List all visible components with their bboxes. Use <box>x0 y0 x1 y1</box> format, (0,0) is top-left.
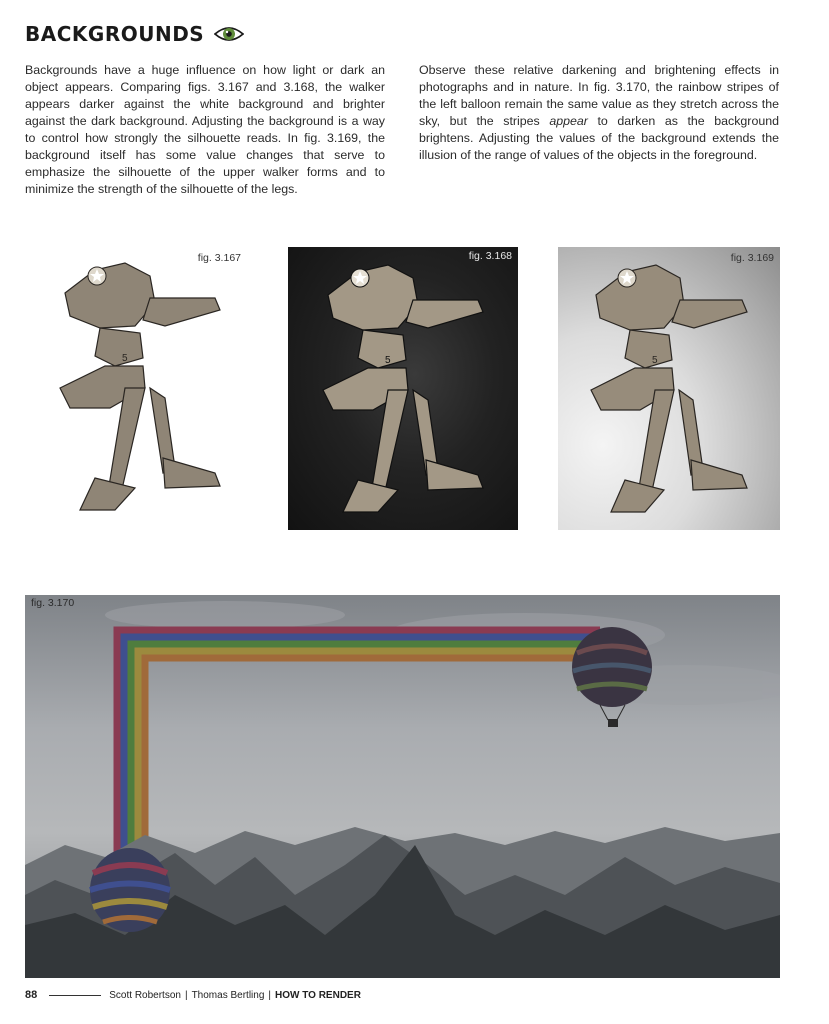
left-balloon <box>90 848 170 932</box>
body-column-right <box>419 62 779 164</box>
figure-3-169 <box>558 247 780 530</box>
figure-caption: fig. 3.170 <box>31 597 75 609</box>
emphasis-appear: appear <box>549 114 588 128</box>
walker-badge-number: 5 <box>122 353 128 364</box>
footer-book-title: HOW TO RENDER <box>275 989 361 1001</box>
footer-author-2: Thomas Bertling <box>191 989 265 1001</box>
balloon-landscape-photo <box>25 595 780 978</box>
walker-illustration <box>288 247 518 530</box>
figure-3-168 <box>288 247 518 530</box>
figure-3-170 <box>25 595 780 978</box>
figure-caption: fig. 3.167 <box>197 252 241 264</box>
paragraph-left: Backgrounds have a huge influence on how light or dark an object appears. Comparing figs. 3.167 and 3.168, the walker appears darker against the white background and brighter against the dark background. Adjusting the background is a way to control how strongly the silhouette reads. In fig. 3.169, the background itself has some value changes that serve to emphasize the silhouette of the upper walker forms and to minimize the strength of the silhouette of the legs. <box>25 63 385 196</box>
eye-icon <box>214 24 244 44</box>
body-column-left <box>25 62 385 198</box>
section-title: BACKGROUNDS <box>25 22 205 46</box>
page-number: 88 <box>25 989 38 1001</box>
paragraph-right <box>419 62 779 164</box>
walker-badge-number: 5 <box>652 355 658 366</box>
paragraph-right-part2: to darken as the background brightens. Adjusting the values of the background extends the illusion of the range of values of the objects in the foreground. <box>419 114 780 162</box>
paragraph-right-part1: Observe these relative darkening and brightening effects in photographs and in nature. In fig. 3.170, the rainbow stripes of the left balloon remain the same value as they stretch across the sky, but the stripes <box>419 63 779 128</box>
footer-separator: | <box>268 989 271 1001</box>
walker-illustration <box>558 247 780 530</box>
footer-separator: | <box>184 989 188 1001</box>
page-footer <box>25 989 361 1001</box>
walker-badge-number: 5 <box>385 355 391 366</box>
figure-3-167 <box>25 248 255 530</box>
footer-author-1: Scott Robertson <box>109 989 181 1001</box>
section-heading <box>25 22 244 46</box>
footer-rule <box>49 995 101 996</box>
figure-caption: fig. 3.169 <box>730 252 774 264</box>
walker-illustration <box>25 248 255 530</box>
figure-caption: fig. 3.168 <box>468 250 512 262</box>
